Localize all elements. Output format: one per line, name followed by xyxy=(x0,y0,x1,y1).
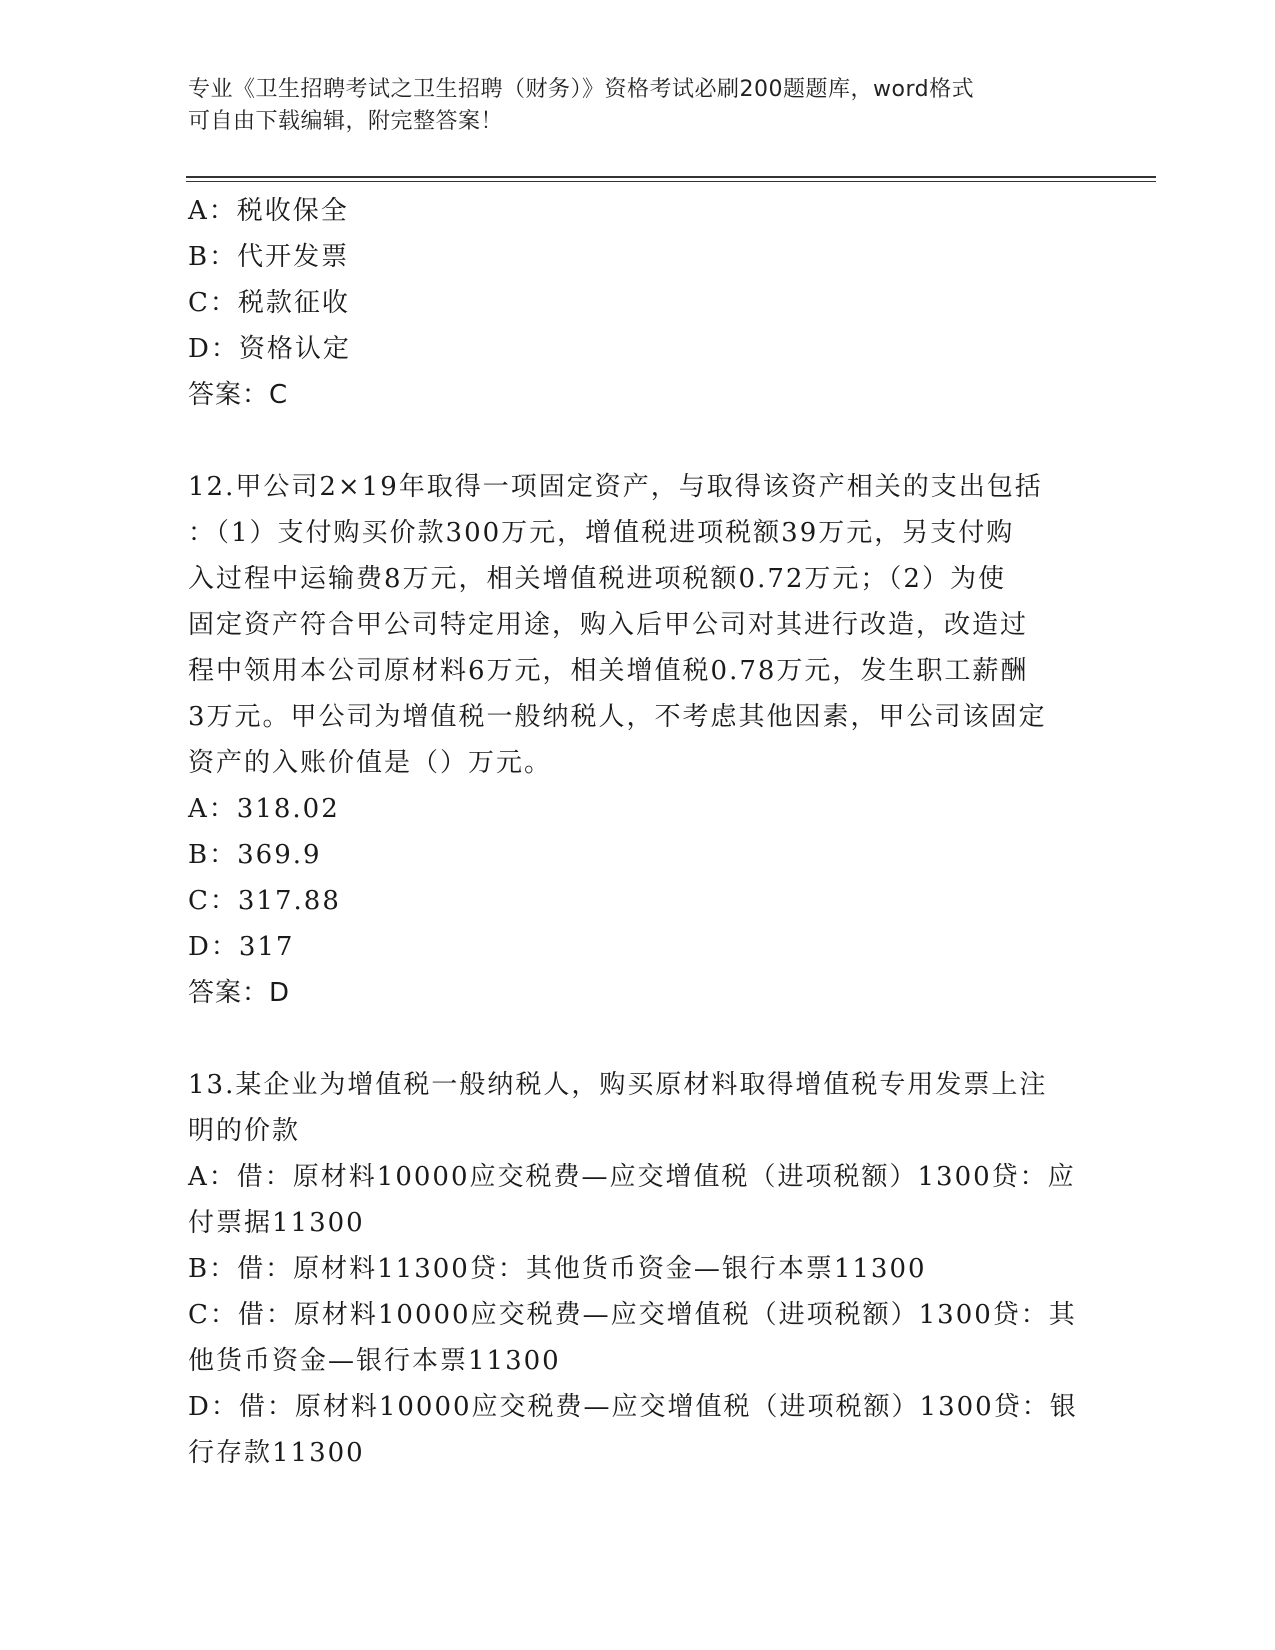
question-stem-line: 13.某企业为增值税一般纳税人，购买原材料取得增值税专用发票上注 xyxy=(188,1070,1048,1100)
option-d: D：资格认定 xyxy=(188,334,351,364)
option-b: B：369.9 xyxy=(188,840,322,870)
question-stem-line: 固定资产符合甲公司特定用途，购入后甲公司对其进行改造，改造过 xyxy=(188,610,1029,640)
document-header xyxy=(188,74,1068,138)
spacer xyxy=(188,418,1078,464)
option-d-line: 行存款11300 xyxy=(188,1438,365,1468)
question-stem-line: 明的价款 xyxy=(188,1116,301,1146)
option-b-line: B：借：原材料11300贷：其他货币资金—银行本票11300 xyxy=(188,1254,927,1284)
question-stem-line: 资产的入账价值是（）万元。 xyxy=(188,748,553,778)
option-c: C：317.88 xyxy=(188,886,341,916)
question-stem-line: 12.甲公司2×19年取得一项固定资产，与取得该资产相关的支出包括 xyxy=(188,472,1043,502)
header-line-2: 可自由下载编辑，附完整答案！ xyxy=(188,109,504,134)
question-stem-line: ：（1）支付购买价款300万元，增值税进项税额39万元，另支付购 xyxy=(188,518,1015,548)
question-stem-line: 3万元。甲公司为增值税一般纳税人，不考虑其他因素，甲公司该固定 xyxy=(188,702,1047,732)
option-a-line: A：借：原材料10000应交税费—应交增值税（进项税额）1300贷：应 xyxy=(188,1162,1076,1192)
answer-line: 答案：D xyxy=(188,978,291,1008)
question-12 xyxy=(188,464,1078,1016)
header-line-1: 专业《卫生招聘考试之卫生招聘（财务）》资格考试必刷200题题库，word格式 xyxy=(188,77,975,102)
spacer xyxy=(188,1016,1078,1062)
header-divider-thick xyxy=(186,176,1156,178)
question-stem-line: 程中领用本公司原材料6万元，相关增值税0.78万元，发生职工薪酬 xyxy=(188,656,1029,686)
option-d-line: D：借：原材料10000应交税费—应交增值税（进项税额）1300贷：银 xyxy=(188,1392,1078,1422)
option-c: C：税款征收 xyxy=(188,288,350,318)
option-a: A：318.02 xyxy=(188,794,340,824)
option-c-line: C：借：原材料10000应交税费—应交增值税（进项税额）1300贷：其 xyxy=(188,1300,1077,1330)
option-a-line: 付票据11300 xyxy=(188,1208,365,1238)
header-divider-thin xyxy=(186,181,1156,182)
option-a: A：税收保全 xyxy=(188,196,349,226)
question-stem-line: 入过程中运输费8万元，相关增值税进项税额0.72万元；（2）为使 xyxy=(188,564,1006,594)
option-d: D：317 xyxy=(188,932,295,962)
option-c-line: 他货币资金—银行本票11300 xyxy=(188,1346,561,1376)
question-11 xyxy=(188,188,1078,418)
question-13 xyxy=(188,1062,1078,1476)
option-b: B：代开发票 xyxy=(188,242,350,272)
question-content xyxy=(188,188,1078,1476)
answer-line: 答案：C xyxy=(188,380,289,410)
